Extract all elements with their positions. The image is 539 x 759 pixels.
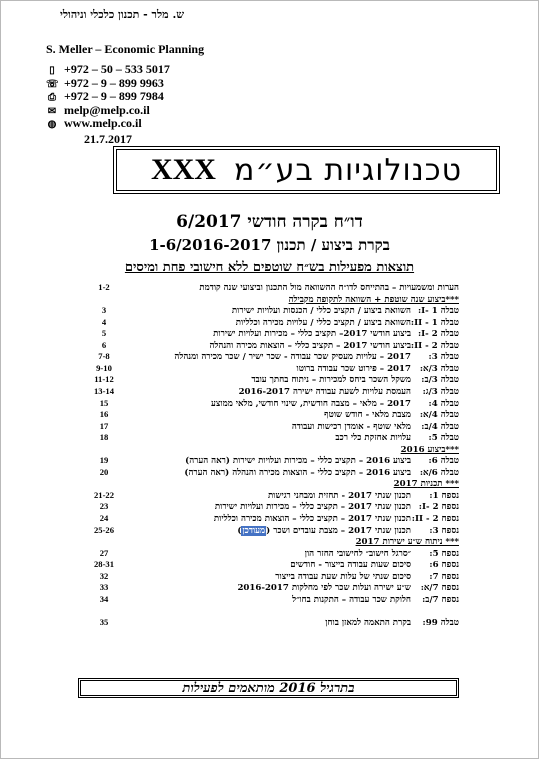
item-description-text: ביצוע חודשי 2017– תקציב כללי – מכירות ועלויות ישירות (213, 329, 411, 340)
item-description (215, 501, 411, 512)
item-description (335, 432, 411, 443)
contact-text: www.melp.co.il (64, 116, 142, 130)
page-number: 23 (99, 501, 109, 512)
page-number: 6 (101, 339, 107, 350)
item-description-text: ביצוע חודשי 2017 – תקציב כללי – הוצאות מכירה והנהלה (209, 340, 411, 351)
item-description-text: השוואת ביצוע / תקציב כללי / עלויות מכירה וכלליות (235, 317, 411, 328)
item-description-text: ״סרגל חישוב״ לחישובי החזר הון (304, 548, 411, 559)
item-description-text: חלוקת שכר עבודה – התקנות בחו״ל (292, 594, 411, 605)
item-label: טבלה 1 - II: (410, 317, 459, 328)
item-description (324, 409, 411, 420)
item-label: טבלה 4/א: (419, 410, 459, 421)
item-description (297, 363, 411, 374)
item-description (237, 582, 411, 593)
fax-icon: ⎙ (48, 92, 56, 103)
item-label: טבלה 6/א: (419, 467, 459, 478)
item-label: טבלה 4/ב: (421, 421, 459, 432)
item-description-text: ביצוע 2016 – תקציב כללי – הוצאות מכירה והנהלה (ראה הערה) (184, 467, 411, 478)
item-description-text: סיכום שעות עבודה בייצור - חודשים (290, 560, 411, 571)
item-description (184, 467, 411, 478)
item-description (236, 317, 411, 328)
item-description-text: תכנון שנתי 2017 – תקציב כללי – הוצאות מכירה וכלליות (213, 514, 411, 524)
email-icon: ✉ (47, 106, 57, 117)
item-description-text: השוואת ביצוע / תקציב כללי / הכנסות ועלויות ישירות (231, 306, 411, 317)
item-description (268, 490, 411, 501)
item-label: נספח 6: (429, 560, 459, 571)
item-description (213, 328, 411, 339)
page-number: 25-26 (93, 524, 115, 535)
item-label: טבלה 1 -I: (417, 306, 459, 317)
list-item (0, 351, 539, 362)
page-number: 19 (99, 455, 109, 466)
item-description-text: עלויות אחזקת כלי רכב (335, 433, 411, 444)
item-label: נספח 7/ב: (422, 594, 459, 605)
page-number: 34 (99, 593, 109, 604)
item-description (290, 559, 411, 570)
list-item (0, 305, 539, 316)
list-item (0, 513, 539, 524)
item-description-text: ש״ע ישירה ועלות שכר לפי מחלקות 2016-2017 (237, 583, 411, 594)
banner-hebrew: טכנולוגיות בע״מ (233, 152, 463, 188)
item-description (292, 421, 411, 432)
report-subtitle: בקרת ביצוע / תכנון 1-6/2016-2017 (149, 236, 390, 254)
list-item (0, 594, 539, 605)
list-item (0, 374, 539, 385)
item-description-text: מצבת מלאי - חודש שוטף (324, 410, 411, 421)
company-hebrew-name: ש. מלר - תכנון כלכלי וניהולי (60, 8, 185, 21)
item-description (292, 594, 411, 605)
item-label: נספח 1: (429, 490, 459, 501)
item-label: נספח 3: (429, 525, 459, 536)
contact-text: +972 – 9 – 899 9963 (64, 76, 164, 90)
page-number: 11-12 (94, 374, 114, 385)
page-number: 18 (99, 432, 109, 443)
list-item (0, 363, 539, 374)
item-description-text: תכנון שנתי 2017 – תקציב כללי – מכירות ועלויות ישירות (214, 502, 411, 513)
page-number: 9-10 (96, 362, 112, 373)
globe-icon: ◍ (47, 119, 57, 130)
contact-text: +972 – 50 – 533 5017 (64, 62, 170, 76)
page-number: 24 (99, 513, 109, 523)
list-item (0, 386, 539, 397)
item-label: טבלה 3/ב: (421, 375, 459, 386)
section-title: *** תכניות 2017 (393, 479, 459, 490)
item-description (214, 513, 411, 524)
contact-line (46, 116, 142, 131)
list-item (0, 398, 539, 409)
item-label: טבלה 4: (428, 398, 459, 409)
item-description (305, 548, 411, 559)
contact-line (46, 89, 164, 104)
item-label: נספח 7: (429, 571, 459, 582)
list-item (0, 432, 539, 443)
item-label: נספח 2 -I: (418, 502, 459, 513)
list-item (0, 421, 539, 432)
item-description (209, 340, 411, 351)
phone-icon: ☏ (46, 79, 59, 90)
item-description-text: העמסת עלויות לשעת עבודה ישירה 2016-2017 (238, 386, 411, 397)
list-item (0, 490, 539, 501)
item-label: טבלה 3/ג: (422, 386, 459, 397)
list-item (0, 501, 539, 512)
results-heading: תוצאות מפעילות בש״ח שוטפים ללא חישובי פחת ומיסים (124, 260, 415, 275)
list-item (0, 617, 539, 628)
item-label: נספח 5: (429, 548, 459, 559)
item-description-text: ביצוע 2016 – תקציב כללי – מכירות ועלויות ישירות (ראה הערה) (185, 456, 411, 467)
list-item (0, 282, 539, 293)
item-label: טבלה 3/א: (419, 363, 459, 374)
list-item (0, 571, 539, 582)
mobile-phone-icon: ▯ (49, 65, 55, 76)
list-item (0, 548, 539, 559)
page-number: 16 (99, 409, 109, 420)
page-number: 13-14 (93, 385, 115, 396)
list-item (0, 317, 539, 328)
section-heading (0, 478, 539, 489)
section-title: ***ביצוע 2016 (400, 444, 459, 455)
item-description-text: משקל השכר ביחס למכירות – ניתוח בחתך עובד (251, 375, 411, 386)
section-heading (0, 444, 539, 455)
item-description-text: תכנון שנתי 2017 – מצבת עובדים ושכר (273, 525, 411, 536)
section-heading (0, 294, 539, 305)
list-item (0, 525, 539, 536)
section-heading (0, 536, 539, 547)
item-description-text: סיכום שנתי של עלות שעת עבודה בייצור (275, 571, 411, 582)
item-description (211, 398, 411, 409)
report-date: 21.7.2017 (84, 132, 132, 146)
page-number: 28-31 (93, 559, 115, 570)
list-item (0, 340, 539, 351)
contact-text: melp@melp.co.il (64, 103, 150, 117)
item-label: טבלה 2 -I: (417, 329, 459, 340)
page-number: 35 (99, 616, 109, 627)
item-description: תכנון שנתי 2017 – מצבת עובדים ושכר (מעודכן) (237, 525, 411, 536)
page-number: 17 (99, 420, 109, 431)
footer-note: בתרגיל 2016 מותאמים לפעילות (78, 678, 459, 698)
page-number: 7-8 (98, 351, 110, 362)
list-item (0, 467, 539, 478)
company-english-name: S. Meller – Economic Planning (46, 42, 205, 56)
company-banner (113, 146, 500, 194)
page-number: 3 (101, 305, 107, 316)
list-item (0, 409, 539, 420)
item-label: טבלה 5: (428, 433, 459, 444)
updated-badge: מעודכן (242, 525, 266, 536)
page-number: 1-2 (98, 282, 110, 292)
item-description (251, 374, 411, 385)
list-item (0, 328, 539, 339)
section-title: ***ביצוע שנה שוטפת + השוואה לתקופה מקבילה (288, 294, 459, 305)
list-item (0, 605, 539, 616)
item-description (239, 386, 411, 397)
item-description-text: מלאי שוטף - אומדן רכישות ועבודה (291, 421, 411, 432)
item-description (325, 617, 411, 628)
item-description-text: בקרת התאמה למאזן בוחן (325, 617, 411, 628)
item-description (174, 351, 411, 362)
page-number: 20 (99, 466, 109, 477)
item-description-text: 2017 – עלויות מעסיק שכר עבודה - שכר ישיר / שכר מכירה ומנהלה (174, 352, 411, 363)
item-description-text: 2017 – מלאי – מצבה חודשית, שינוי חודשי, מלאי ממוצע (211, 398, 411, 409)
item-description-text: 2017 – פירוט שכר עבודה ברוטו (296, 363, 411, 374)
page-number: 33 (99, 582, 109, 593)
item-description (275, 571, 411, 582)
contact-text: +972 – 9 – 899 7984 (64, 89, 164, 103)
item-description (185, 455, 411, 466)
item-label: טבלה 3: (428, 352, 459, 363)
page-number: 21-22 (93, 489, 115, 500)
contact-line (46, 62, 170, 77)
list-item (0, 455, 539, 466)
item-label: טבלה 99: (422, 617, 459, 628)
page-number: 5 (101, 328, 107, 339)
item-label: טבלה 6: (428, 456, 459, 467)
item-description: הערות ומשמעויות – בהתייחס לדו״ח ההשוואה מול התכנון וביצועי שנה קודמת (199, 283, 459, 293)
page-number: 32 (99, 570, 109, 581)
page-number: 27 (99, 547, 109, 558)
page-number: 15 (99, 397, 109, 408)
section-title: *** ניתוח ש״ע ישירות 2017 (355, 537, 459, 548)
report-title: דו״ח בקרה חודשי 6/2017 (176, 212, 363, 232)
page-number: 4 (101, 316, 107, 327)
item-description-text: תכנון שנתי 2017 - תחזית ומבחני רגישות (267, 490, 411, 501)
item-label: טבלה 2 - II: (410, 340, 459, 351)
item-description (232, 305, 411, 316)
item-label: נספח 7/א: (420, 583, 459, 594)
list-item (0, 582, 539, 593)
list-item (0, 559, 539, 570)
item-label: נספח 2 - II: (411, 514, 459, 524)
banner-code: XXX (150, 153, 216, 186)
